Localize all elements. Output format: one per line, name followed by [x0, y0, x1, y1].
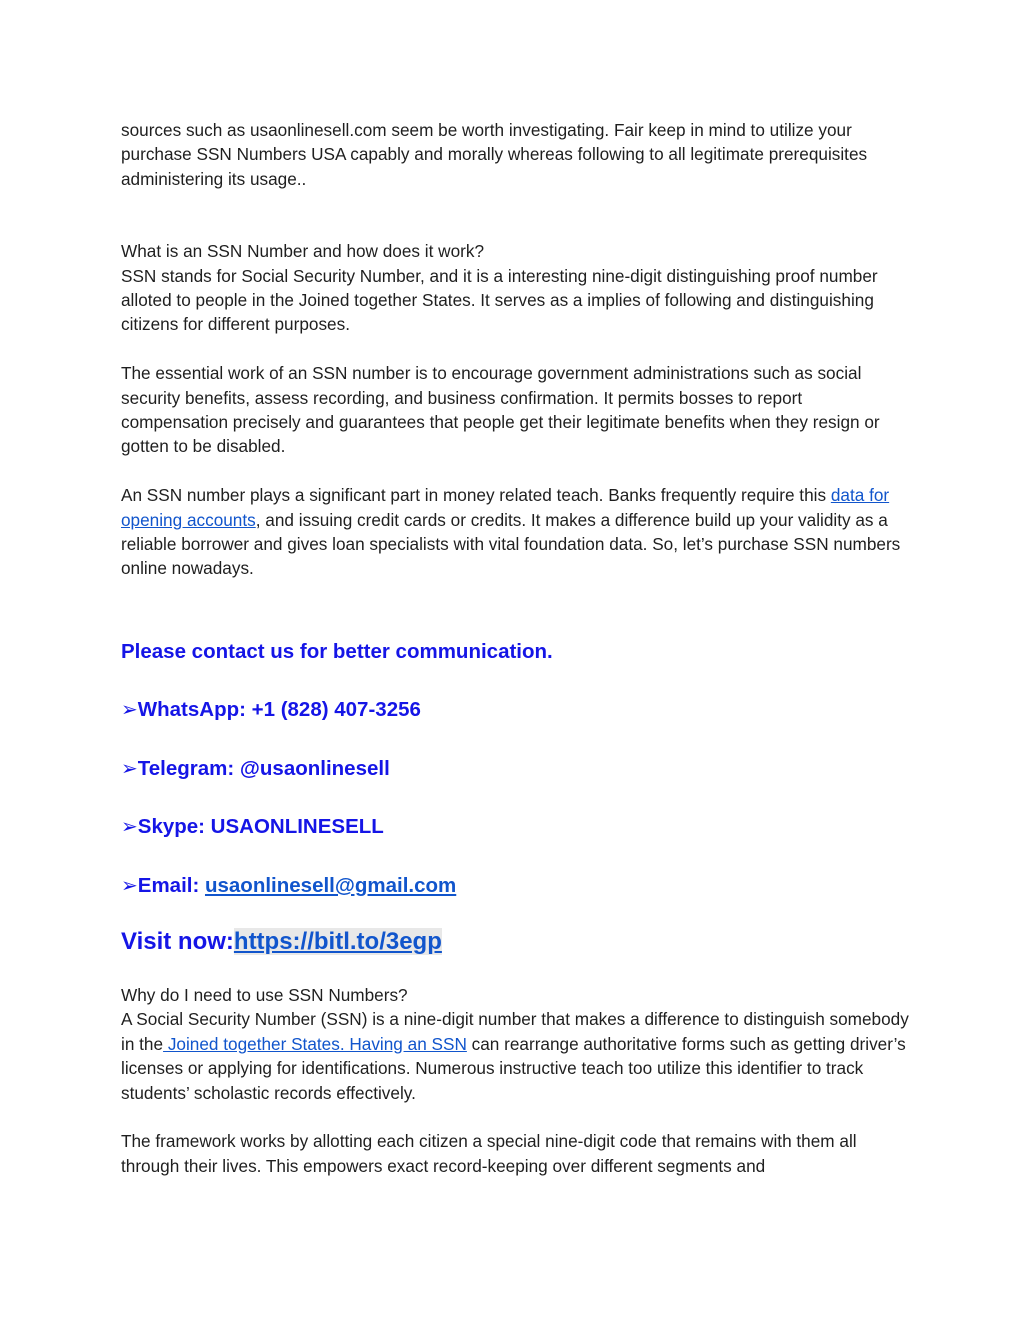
intro-paragraph: sources such as usaonlinesell.com seem be worth investigating. Fair keep in mind to utilize your purchase SSN Numbers USA capably and morally whereas following to all legitimate prerequisites administering its usage.. — [121, 120, 868, 189]
section1-paragraph-3 — [121, 483, 911, 581]
section2-paragraph-2: The framework works by allotting each citizen a special nine-digit code that remains with them all through their lives. This empowers exact record-keeping over different segments and — [121, 1131, 857, 1176]
document-page — [121, 118, 911, 1178]
skype-line — [121, 813, 911, 840]
arrow-icon: ➢ — [121, 814, 138, 839]
paragraph-text: A Social Security Number (SSN) is a nine-digit number that makes a difference to distinguish somebody in the — [121, 1009, 909, 1054]
paragraph-text: , and issuing credit cards or credits. It makes a difference build up your validity as a reliable borrower and gives loan specialists with vital foundation data. So, let’s purchase SSN numbers online nowadays. — [121, 509, 901, 579]
visit-label: Visit now: — [121, 927, 234, 955]
spacer — [121, 459, 911, 483]
spacer — [121, 782, 911, 814]
section2-question: Why do I need to use SSN Numbers? — [121, 984, 408, 1005]
spacer — [121, 337, 911, 361]
email-line — [121, 872, 911, 899]
visit-url-link[interactable]: https://bitl.to/3egp — [233, 927, 442, 955]
data-for-opening-accounts-link[interactable]: data for opening accounts — [121, 485, 890, 530]
telegram-line — [121, 755, 911, 782]
arrow-icon: ➢ — [121, 755, 138, 780]
spacer — [121, 191, 911, 239]
joined-together-states-link[interactable]: Joined together States. Having an SSN — [163, 1033, 467, 1054]
spacer — [121, 581, 911, 639]
spacer — [121, 840, 911, 872]
paragraph-text: An SSN number plays a significant part in money related teach. Banks frequently require this — [121, 485, 831, 506]
spacer — [121, 723, 911, 755]
arrow-icon: ➢ — [121, 872, 138, 897]
visit-line — [121, 927, 911, 957]
whatsapp-line — [121, 696, 911, 723]
section1-paragraph-1: SSN stands for Social Security Number, and it is a interesting nine-digit distinguishing proof number alloted to people in the Joined together States. It serves as a implies of following and distinguishing citizens for different purposes. — [121, 265, 878, 335]
arrow-icon: ➢ — [121, 697, 138, 722]
section2-paragraph-1 — [121, 1007, 911, 1105]
email-label: Email: — [137, 873, 205, 897]
telegram-text: Telegram: @usaonlinesell — [137, 756, 390, 780]
section1-paragraph-2: The essential work of an SSN number is to encourage government administrations such as social security benefits, assess recording, and business confirmation. It permits bosses to report compensation precisely and guarantees that people get their legitimate benefits when they resign or gotten to be disabled. — [121, 363, 880, 457]
spacer — [121, 1105, 911, 1129]
email-link[interactable]: usaonlinesell@gmail.com — [204, 873, 457, 897]
spacer — [121, 957, 911, 983]
contact-heading: Please contact us for better communication. — [121, 639, 553, 663]
whatsapp-text: WhatsApp: +1 (828) 407-3256 — [137, 698, 421, 722]
section1-question: What is an SSN Number and how does it work? — [121, 241, 485, 262]
skype-text: Skype: USAONLINESELL — [137, 815, 384, 839]
spacer — [121, 665, 911, 697]
spacer — [121, 899, 911, 927]
paragraph-text: can rearrange authoritative forms such as getting driver’s licenses or applying for identifications. Numerous instructive teach too utilize this identifier to track students’ scholastic records effectively. — [121, 1033, 906, 1103]
